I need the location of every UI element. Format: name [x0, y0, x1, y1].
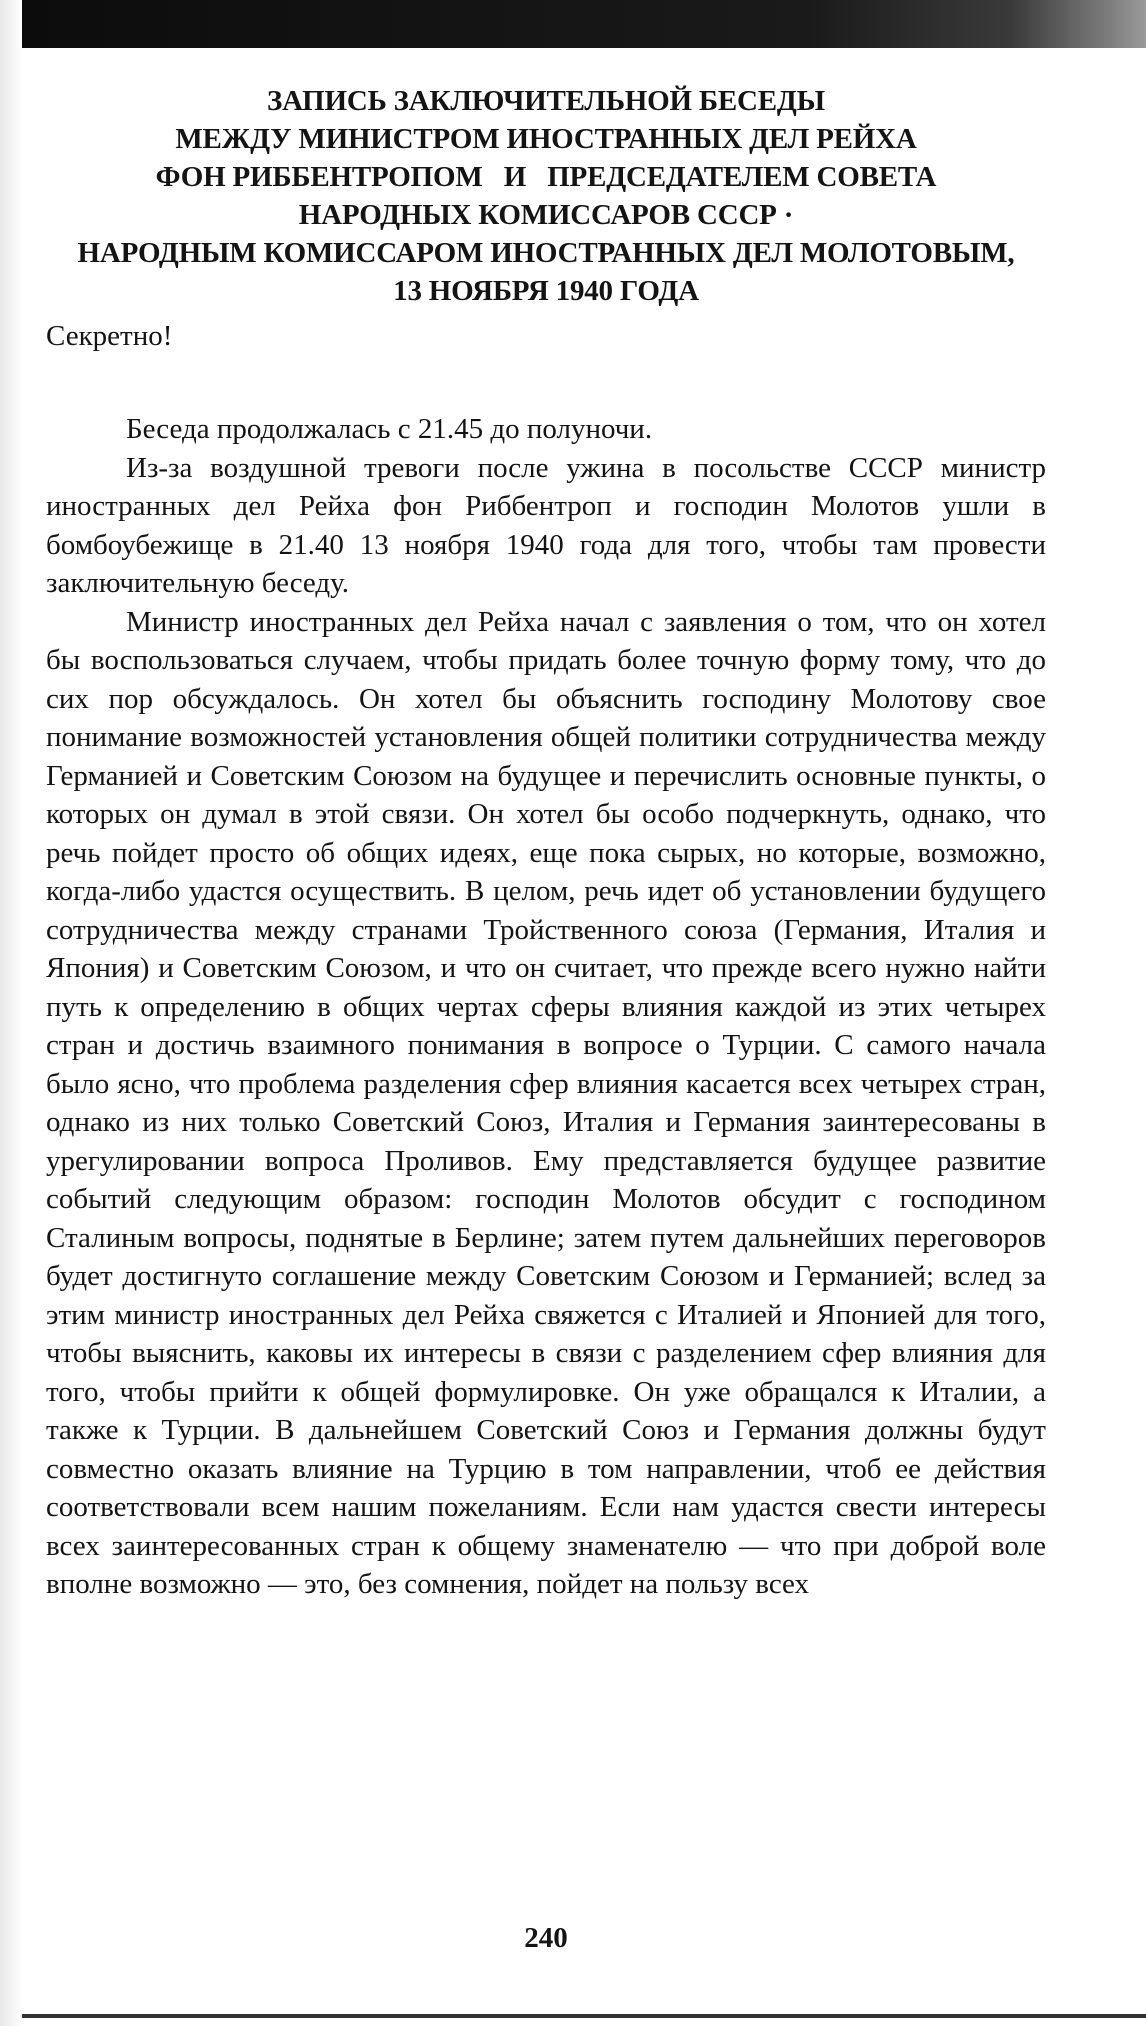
- scan-bottom-border: [22, 2014, 1146, 2018]
- paragraph-2: Из-за воздушной тревоги после ужина в посольстве СССР министр иностранных дел Рейха фон Риббентроп и господин Молотов ушли в бомбоубежище в 21.40 13 ноября 1940 года для того, чтобы там провести заключительную беседу.: [46, 451, 1046, 599]
- scan-left-margin: [0, 0, 22, 2026]
- paragraph-1: Беседа продолжалась с 21.45 до полуночи.: [126, 413, 653, 445]
- title-line-6: 13 НОЯБРЯ 1940 ГОДА: [393, 275, 699, 307]
- title-line-5: НАРОДНЫМ КОМИССАРОМ ИНОСТРАННЫХ ДЕЛ МОЛОТОВЫМ,: [77, 237, 1015, 269]
- classification-label: Секретно!: [46, 320, 173, 352]
- title-line-2: МЕЖДУ МИНИСТРОМ ИНОСТРАННЫХ ДЕЛ РЕЙХА: [175, 123, 917, 155]
- title-line-4: НАРОДНЫХ КОМИССАРОВ СССР ·: [298, 199, 794, 231]
- page-number: 240: [524, 1922, 568, 1954]
- document-page: [46, 82, 1046, 1962]
- title-line-3: ФОН РИББЕНТРОПОМ И ПРЕДСЕДАТЕЛЕМ СОВЕТА: [155, 161, 937, 193]
- paragraph-3: Министр иностранных дел Рейха начал с заявления о том, что он хотел бы воспользоваться случаем, чтобы придать более точную форму тому, что до сих пор обсуждалось. Он хотел бы объяснить господину Молотову свое понимание возможностей установления общей политики сотрудничества между Германией и Советским Союзом на будущее и перечислить основные пункты, о которых он думал в этой связи. Он хотел бы особо подчеркнуть, однако, что речь пойдет просто об общих идеях, еще пока сырых, но которые, возможно, когда-либо удастся осуществить. В целом, речь идет об установлении будущего сотрудничества между странами Тройственного союза (Германия, Италия и Япония) и Советским Союзом, и что он считает, что прежде всего нужно найти путь к определению в общих чертах сферы влияния каждой из этих четырех стран и достичь взаимного понимания в вопросе о Турции. С самого начала было ясно, что проблема разделения сфер влияния касается всех четырех стран, однако из них только Советский Союз, Италия и Германия заинтересованы в урегулировании вопроса Проливов. Ему представляется будущее развитие событий следующим образом: господин Молотов обсудит с господином Сталиным вопросы, поднятые в Берлине; затем путем дальнейших переговоров будет достигнуто соглашение между Советским Союзом и Германией; вслед за этим министр иностранных дел Рейха свяжется с Италией и Японией для того, чтобы выяснить, каковы их интересы в связи с разделением сфер влияния для того, чтобы прийти к общей формулировке. Он уже обращался к Италии, а также к Турции. В дальнейшем Советский Союз и Германия должны будут совместно оказать влияние на Турцию в том направлении, чтоб ее действия соответствовали всем нашим пожеланиям. Если нам удастся свести интересы всех заинтересованных стран к общему знаменателю — что при доброй воле вполне возможно — это, без сомнения, пойдет на пользу всех: [46, 605, 1046, 1600]
- title-line-1: ЗАПИСЬ ЗАКЛЮЧИТЕЛЬНОЙ БЕСЕДЫ: [267, 85, 825, 117]
- scan-top-border: [22, 0, 1146, 48]
- document-title: [46, 82, 1046, 310]
